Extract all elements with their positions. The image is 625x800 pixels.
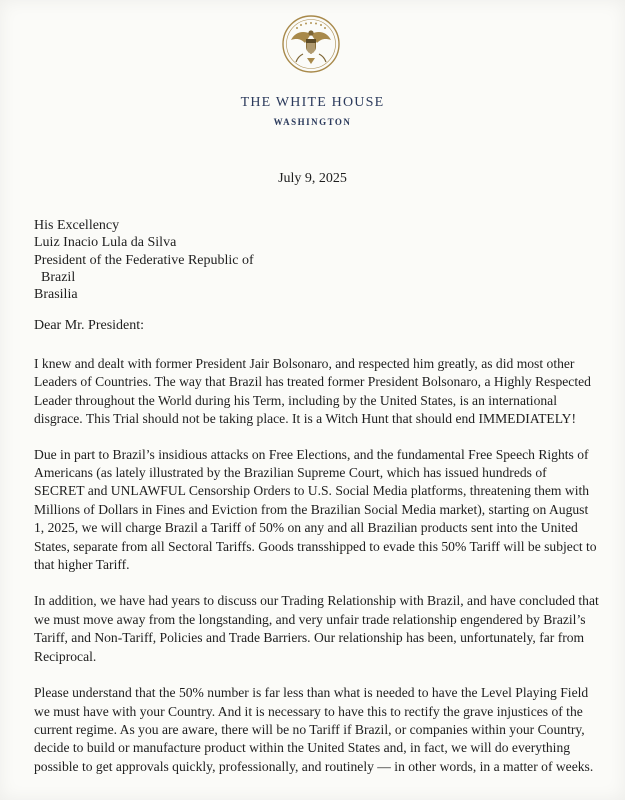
letterhead-subtitle: WASHINGTON	[273, 117, 352, 127]
paragraph-2: Due in part to Brazil’s insidious attacks on Free Elections, and the fundamental Free Speech Rights of Americans (as lately illustrated by the Brazilian Supreme Court, which has issued hundreds of SECRET and UNLAWFUL Censorship Orders to U.S. Social Media platforms, threatening them with Millions of Dollars in Fines and Eviction from the Brazilian Social Media market), starting on August 1, 2025, we will charge Brazil a Tariff of 50% on any and all Brazilian products sent into the United States, separate from all Sectoral Tariffs. Goods transshipped to evade this 50% Tariff will be subject to that higher Tariff.	[34, 446, 597, 573]
salutation: Dear Mr. President:	[34, 318, 145, 333]
recipient-name: Luiz Inacio Lula da Silva	[34, 235, 177, 251]
presidential-seal-icon	[281, 14, 341, 74]
paragraph-4: Please understand that the 50% number is far less than what is needed to have the Level Playing Field we must have with your Country. And it is necessary to have this to rectify the grave injustices of the current regime. As you are aware, there will be no Tariff if Brazil, or companies within your Country, decide to build or manufacture product within the United States and, in fact, we will do everything possible to get approvals quickly, professionally, and routinely — in other words, in a matter of weeks.	[34, 685, 594, 774]
paragraph-3: In addition, we have had years to discuss our Trading Relationship with Brazil, and have concluded that we must move away from the longstanding, and very unfair trade relationship engendered by Brazil’s Tariff, and Non-Tariff, Policies and Trade Barriers. Our relationship has been, unfortunately, far from Reciprocal.	[34, 593, 599, 664]
recipient-country: Brazil	[41, 269, 76, 285]
letterhead-title: THE WHITE HOUSE	[240, 95, 385, 110]
recipient-honorific: His Excellency	[34, 218, 120, 233]
paragraph-1: I knew and dealt with former President Jair Bolsonaro, and respected him greatly, as did most other Leaders of Countries. The way that Brazil has treated former President Bolsonaro, a Highly Respected Leader throughout the World during his Term, including by the United States, is an international disgrace. This Trial should not be taking place. It is a Witch Hunt that should end IMMEDIATELY!	[34, 356, 591, 427]
letter-body	[34, 355, 600, 794]
letter-date: July 9, 2025	[278, 171, 347, 186]
recipient-address	[34, 217, 254, 303]
recipient-title: President of the Federative Republic of	[34, 252, 254, 268]
recipient-city: Brasilia	[34, 287, 78, 303]
